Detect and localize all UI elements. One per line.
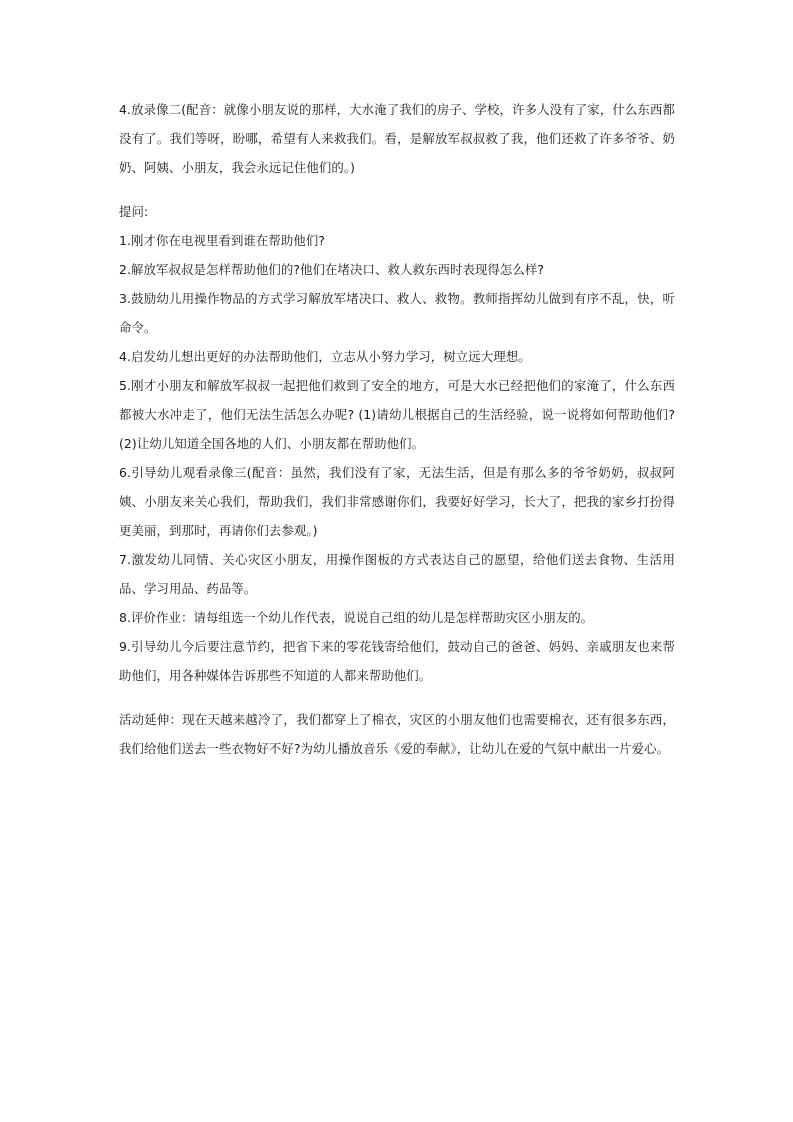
question-item-1: 1.刚才你在电视里看到谁在帮助他们? xyxy=(119,233,326,248)
question-item-2: 2.解放军叔叔是怎样帮助他们的?他们在堵决口、救人救东西时表现得怎么样? xyxy=(119,262,545,277)
question-item-9: 9.引导幼儿今后要注意节约，把省下来的零花钱寄给他们，鼓动自己的爸爸、妈妈、亲戚朋友也来帮助他们，用各种媒体告诉那些不知道的人都来帮助他们。 xyxy=(119,639,675,683)
intro-paragraph: 4.放录像二(配音：就像小朋友说的那样，大水淹了我们的房子、学校，许多人没有了家，什么东西都没有了。我们等呀，盼哪，希望有人来救我们。看，是解放军叔叔救了我，他们还救了许多爷爷、奶奶、阿姨、小朋友，我会永远记住他们的。) xyxy=(119,102,675,175)
questions-heading: 提问: xyxy=(119,204,149,219)
question-item-4: 4.启发幼儿想出更好的办法帮助他们，立志从小努力学习，树立远大理想。 xyxy=(119,349,531,364)
question-item-8: 8.评价作业：请每组选一个幼儿作代表，说说自己组的幼儿是怎样帮助灾区小朋友的。 xyxy=(119,610,594,625)
question-item-6: 6.引导幼儿观看录像三(配音：虽然，我们没有了家，无法生活，但是有那么多的爷爷奶奶，叔叔阿姨、小朋友来关心我们，帮助我们，我们非常感谢你们，我要好好学习，长大了，把我的家乡打扮得更美丽，到那时，再请你们去参观。) xyxy=(119,465,675,538)
document-page xyxy=(119,95,675,763)
question-item-5: 5.刚才小朋友和解放军叔叔一起把他们救到了安全的地方，可是大水已经把他们的家淹了，什么东西都被大水冲走了，他们无法生活怎么办呢? (1)请幼儿根据自己的生活经验，说一说将如何帮助他们? (2)让幼儿知道全国各地的人们、小朋友都在帮助他们。 xyxy=(119,378,675,451)
extension-paragraph: 活动延伸：现在天越来越冷了，我们都穿上了棉衣，灾区的小朋友他们也需要棉衣，还有很多东西，我们给他们送去一些衣物好不好?为幼儿播放音乐《爱的奉献》，让幼儿在爱的气氛中献出一片爱心。 xyxy=(119,712,675,756)
question-item-3: 3.鼓励幼儿用操作物品的方式学习解放军堵决口、救人、救物。教师指挥幼儿做到有序不乱，快，听命令。 xyxy=(119,291,675,335)
question-item-7: 7.激发幼儿同情、关心灾区小朋友，用操作图板的方式表达自己的愿望，给他们送去食物、生活用品、学习用品、药品等。 xyxy=(119,552,675,596)
